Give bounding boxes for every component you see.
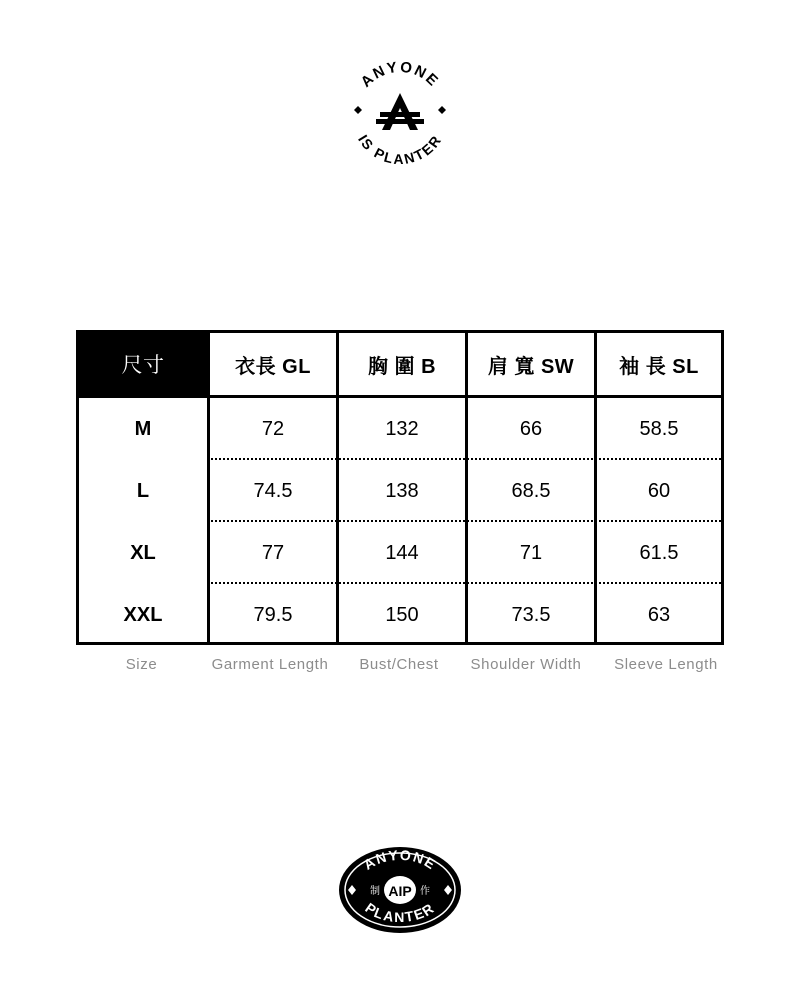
shoulder-width-cell: 68.5 [511, 479, 551, 502]
shoulder-width-cell: 66 [519, 417, 543, 440]
header-size: 尺寸 [79, 333, 207, 395]
a-monogram-icon [376, 93, 424, 130]
size-cell: L [136, 479, 150, 502]
garment-length-cell: 79.5 [253, 603, 293, 626]
header-shoulder-width: 肩 寬 SW [487, 355, 575, 378]
size-cell: XXL [123, 603, 163, 626]
sleeve-length-cell: 58.5 [639, 417, 679, 440]
table-row [79, 398, 721, 460]
column-captions [76, 652, 724, 676]
garment-length-cell: 72 [261, 417, 285, 440]
bust-chest-cell: 132 [385, 417, 419, 440]
size-chart-table [76, 330, 724, 645]
leaf-icon-right [438, 106, 446, 114]
size-cell: M [134, 417, 152, 440]
size-cell: XL [130, 541, 156, 564]
bust-chest-cell: 138 [385, 479, 419, 502]
bust-chest-cell: 150 [385, 603, 419, 626]
caption-shoulder-width: Shoulder Width [470, 655, 582, 673]
logo-text-bottom: IS PLANTER [355, 131, 446, 168]
bust-chest-cell: 144 [385, 541, 419, 564]
stamp-monogram: AIP [388, 883, 412, 899]
header-garment-length: 衣長 GL [235, 355, 311, 378]
caption-garment-length: Garment Length [211, 655, 329, 673]
caption-size: Size [125, 655, 158, 673]
stamp-text-bottom: PLANTER [362, 899, 438, 925]
header-sleeve-length: 袖 長 SL [619, 355, 699, 378]
sleeve-length-cell: 61.5 [639, 541, 679, 564]
shoulder-width-cell: 71 [519, 541, 543, 564]
sleeve-length-cell: 63 [647, 603, 671, 626]
brand-stamp-logo [338, 846, 462, 934]
logo-text-top: ANYONE [357, 58, 443, 91]
table-row [79, 460, 721, 522]
brand-logo-circular [340, 58, 460, 168]
stamp-char-left: 制 [370, 886, 380, 897]
table-row [79, 584, 721, 646]
stamp-text-top: ANYONE [360, 846, 440, 873]
header-bust-chest: 胸 圍 B [367, 355, 437, 378]
table-row [79, 522, 721, 584]
stamp-char-right: 作 [420, 886, 430, 897]
leaf-icon-left [354, 106, 362, 114]
caption-bust-chest: Bust/Chest [359, 655, 439, 673]
sleeve-length-cell: 60 [647, 479, 671, 502]
caption-sleeve-length: Sleeve Length [614, 655, 718, 673]
table-header-row [79, 333, 721, 398]
shoulder-width-cell: 73.5 [511, 603, 551, 626]
garment-length-cell: 77 [261, 541, 285, 564]
garment-length-cell: 74.5 [253, 479, 293, 502]
